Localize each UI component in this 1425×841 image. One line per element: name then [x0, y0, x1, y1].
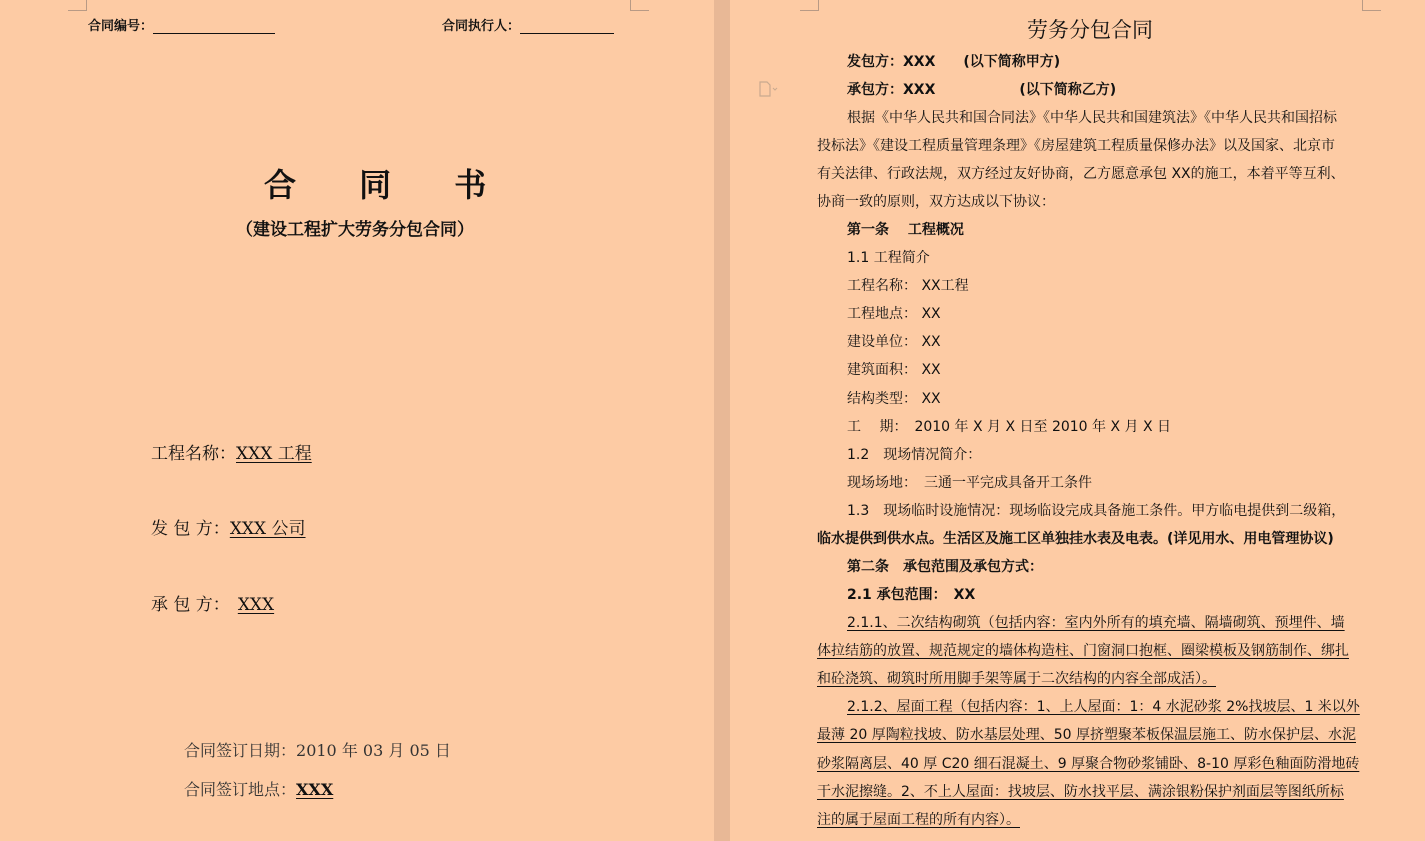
scope-heading: 2.1 承包范围： XX: [847, 587, 976, 603]
section-heading: 1.2 现场情况简介：: [847, 447, 982, 463]
project-info-line: 建筑面积： XX: [847, 362, 941, 378]
site-info-line: 现场场地： 三通一平完成具备开工条件: [847, 475, 1092, 491]
scope-line: 注的属于屋面工程的所有内容）。: [817, 812, 1020, 828]
project-name-row: [151, 439, 312, 464]
article-heading: 第一条 工程概况: [847, 222, 964, 238]
project-info-line: 结构类型： XX: [847, 391, 941, 407]
scope-line: 2.1.1、二次结构砌筑（包括内容：室内外所有的填充墙、隔墙砌筑、预埋件、墙: [847, 615, 1345, 631]
preamble-line: 协商一致的原则，双方达成以下协议：: [817, 194, 1055, 210]
sign-place-row: [184, 777, 333, 800]
project-name-label: 工程名称：: [151, 444, 236, 464]
section-heading: 1.1 工程简介: [847, 250, 930, 266]
scope-line: 干水泥擦缝。2、不上人屋面：找坡层、防水找平层、满涂银粉保护剂面层等图纸所标: [817, 784, 1344, 800]
preamble-line: 投标法》《建设工程质量管理条理》《房屋建筑工程质量保修办法》以及国家、北京市: [817, 138, 1335, 154]
crop-mark: [68, 0, 87, 11]
preamble-line: 有关法律、行政法规，双方经过友好协商，乙方愿意承包 XX的施工，本着平等互利、: [817, 166, 1345, 182]
sign-place-label: 合同签订地点：: [184, 780, 297, 799]
project-name-value[interactable]: XXX 工程: [236, 444, 312, 464]
contract-executor-blank[interactable]: [520, 19, 614, 34]
cover-subtitle: （建设工程扩大劳务分包合同）: [236, 220, 474, 240]
sign-date-value[interactable]: 2010 年 03 月 05 日: [296, 741, 451, 760]
contract-body-page: [730, 0, 1425, 841]
scope-line: 砂浆隔离层、40 厚 C20 细石混凝土、9 厚聚合物砂浆铺卧、8-10 厚彩色釉面防滑地砖: [817, 756, 1360, 772]
sign-place-value[interactable]: XXX: [296, 780, 334, 799]
contract-title: 劳务分包合同: [1027, 18, 1153, 42]
site-info-line: 1.3 现场临时设施情况：现场临设完成具备施工条件。甲方临电提供到二级箱，: [847, 503, 1346, 519]
crop-mark: [1362, 0, 1381, 11]
document-icon[interactable]: [758, 81, 778, 101]
cover-title: 合 同 书: [264, 166, 513, 204]
contractor-value[interactable]: XXX: [237, 595, 275, 615]
employer-row: [151, 514, 316, 539]
employer-line: 发包方：XXX (以下简称甲方): [847, 54, 1061, 70]
scope-line: 和砼浇筑、砌筑时所用脚手架等属于二次结构的内容全部成活）。: [817, 671, 1216, 687]
employer-value[interactable]: XXX 公司: [229, 519, 306, 539]
sign-date-label: 合同签订日期：: [184, 741, 297, 760]
employer-label: 发 包 方：: [151, 519, 230, 539]
contract-number-blank[interactable]: [153, 19, 275, 34]
contract-number-field: [88, 15, 275, 34]
project-info-line: 工程地点： XX: [847, 306, 941, 322]
contract-number-label: 合同编号：: [88, 19, 154, 34]
sign-date-row: [184, 738, 451, 761]
scope-line: 2.1.2、屋面工程（包括内容：1、上人屋面：1：4 水泥砂浆 2%找坡层、1 米以外: [847, 699, 1360, 715]
project-info-line: 建设单位： XX: [847, 334, 941, 350]
contract-executor-field: [442, 15, 614, 34]
scope-line: 体拉结筋的放置、规范规定的墙体构造柱、门窗洞口抱框、圈梁模板及钢筋制作、绑扎: [817, 643, 1349, 659]
contractor-label: 承 包 方：: [151, 595, 230, 615]
crop-mark: [630, 0, 649, 11]
article-heading: 第二条 承包范围及承包方式：: [847, 559, 1043, 575]
scope-line: 最薄 20 厚陶粒找坡、防水基层处理、50 厚挤塑聚苯板保温层施工、防水保护层、水泥: [817, 727, 1356, 743]
project-info-line: 工程名称： XX工程: [847, 278, 969, 294]
contractor-row: [151, 590, 366, 615]
project-info-line: 工 期： 2010 年 X 月 X 日至 2010 年 X 月 X 日: [847, 419, 1172, 435]
contract-executor-label: 合同执行人：: [442, 19, 521, 34]
contractor-line: 承包方：XXX (以下简称乙方): [847, 82, 1117, 98]
crop-mark: [800, 0, 819, 11]
site-info-line: 临水提供到供水点。生活区及施工区单独挂水表及电表。(详见用水、用电管理协议): [817, 531, 1334, 547]
preamble-line: 根据《中华人民共和国合同法》《中华人民共和国建筑法》《中华人民共和国招标: [847, 110, 1337, 126]
